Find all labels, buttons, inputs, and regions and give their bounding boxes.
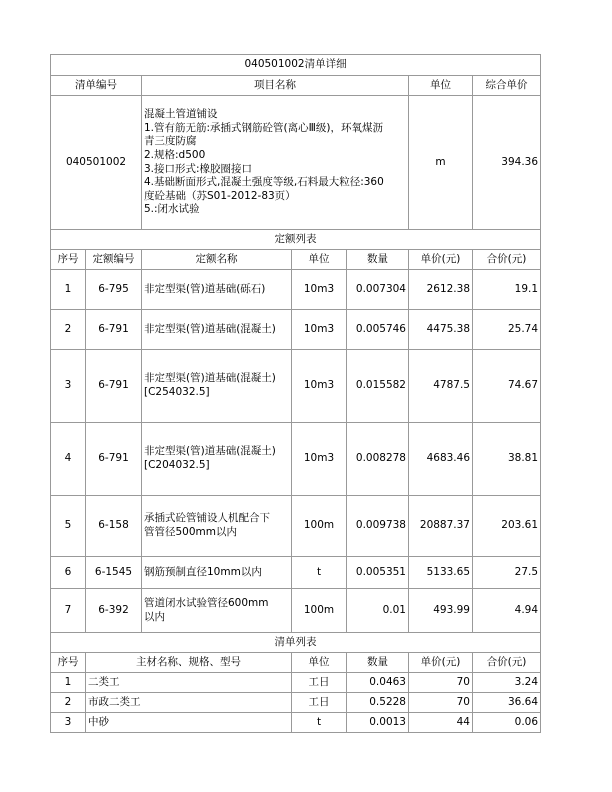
quota-price: 20887.37 (409, 496, 473, 557)
quota-unit: 10m3 (292, 423, 347, 496)
bill-name-line: 度砼基础（苏S01-2012-83页） (144, 189, 296, 202)
quota-total: 38.81 (473, 423, 541, 496)
bill-header-row (51, 76, 541, 96)
header-unit-price: 综合单价 (473, 76, 541, 96)
quota-header-no: 序号 (51, 250, 86, 270)
quota-header-name: 定额名称 (142, 250, 292, 270)
quota-name (142, 350, 292, 423)
quota-no: 5 (51, 496, 86, 557)
quota-unit: t (292, 557, 347, 589)
quota-no: 1 (51, 270, 86, 310)
quota-unit: 100m (292, 496, 347, 557)
materials-header-price: 单价(元) (409, 653, 473, 673)
header-bill-code: 清单编号 (51, 76, 142, 96)
quota-name-line: 非定型渠(管)道基础(砾石) (144, 282, 266, 295)
quota-name-line: 承插式砼管铺设人机配合下 (144, 512, 270, 525)
bill-item-name (142, 96, 409, 230)
quota-row (51, 270, 541, 310)
quota-row (51, 423, 541, 496)
materials-row (51, 693, 541, 713)
quota-header-unit: 单位 (292, 250, 347, 270)
materials-name: 二类工 (86, 673, 292, 693)
quota-name-line: 管管径500mm以内 (144, 526, 237, 538)
quota-name-line: 以内 (144, 610, 165, 623)
materials-total: 0.06 (473, 713, 541, 733)
quota-total: 19.1 (473, 270, 541, 310)
materials-price: 44 (409, 713, 473, 733)
quota-total: 25.74 (473, 310, 541, 350)
quota-header-row (51, 250, 541, 270)
bill-name-line: 5.:闭水试验 (144, 203, 200, 216)
quota-qty: 0.009738 (347, 496, 409, 557)
quota-name (142, 589, 292, 633)
materials-unit: t (292, 713, 347, 733)
materials-qty: 0.5228 (347, 693, 409, 713)
quota-total: 27.5 (473, 557, 541, 589)
bill-name-line: 青三度防腐 (144, 135, 197, 148)
quota-code: 6-791 (86, 423, 142, 496)
bill-code: 040501002 (51, 96, 142, 230)
materials-price: 70 (409, 673, 473, 693)
materials-qty: 0.0013 (347, 713, 409, 733)
quota-name (142, 270, 292, 310)
bill-name-line: 2.规格:d500 (144, 148, 206, 161)
quota-section-title: 定额列表 (51, 230, 541, 250)
quota-name (142, 423, 292, 496)
quota-price: 5133.65 (409, 557, 473, 589)
bill-name-line: 1.管有筋无筋:承插式钢筋砼管(离心Ⅲ级)，环氧煤沥 (144, 121, 383, 134)
bill-detail-table (50, 54, 541, 733)
quota-name (142, 557, 292, 589)
materials-qty: 0.0463 (347, 673, 409, 693)
quota-price: 2612.38 (409, 270, 473, 310)
quota-price: 4683.46 (409, 423, 473, 496)
quota-name (142, 496, 292, 557)
quota-row (51, 557, 541, 589)
quota-unit: 10m3 (292, 350, 347, 423)
materials-row (51, 713, 541, 733)
quota-unit: 100m (292, 589, 347, 633)
quota-unit: 10m3 (292, 270, 347, 310)
quota-name-line: 钢筋预制直径10mm以内 (144, 565, 262, 578)
quota-qty: 0.01 (347, 589, 409, 633)
materials-unit: 工日 (292, 673, 347, 693)
quota-row (51, 496, 541, 557)
quota-name (142, 310, 292, 350)
quota-name-line: 非定型渠(管)道基础(混凝土) (144, 322, 276, 335)
materials-header-qty: 数量 (347, 653, 409, 673)
materials-header-no: 序号 (51, 653, 86, 673)
quota-qty: 0.007304 (347, 270, 409, 310)
quota-name-line: 管道闭水试验管径600mm (144, 596, 269, 609)
bill-price: 394.36 (473, 96, 541, 230)
quota-qty: 0.005351 (347, 557, 409, 589)
materials-section-title: 清单列表 (51, 633, 541, 653)
materials-name: 中砂 (86, 713, 292, 733)
bill-name-line: 3.接口形式:橡胶圈接口 (144, 162, 253, 175)
materials-total: 36.64 (473, 693, 541, 713)
quota-name-line: [C254032.5] (144, 386, 210, 398)
quota-row (51, 589, 541, 633)
materials-header-total: 合价(元) (473, 653, 541, 673)
quota-price: 4475.38 (409, 310, 473, 350)
quota-code: 6-791 (86, 350, 142, 423)
quota-code: 6-158 (86, 496, 142, 557)
quota-no: 6 (51, 557, 86, 589)
materials-unit: 工日 (292, 693, 347, 713)
materials-header-unit: 单位 (292, 653, 347, 673)
materials-no: 1 (51, 673, 86, 693)
header-item-name: 项目名称 (142, 76, 409, 96)
materials-header-name: 主材名称、规格、型号 (86, 653, 292, 673)
quota-total: 74.67 (473, 350, 541, 423)
quota-name-line: [C204032.5] (144, 459, 210, 471)
materials-name: 市政二类工 (86, 693, 292, 713)
quota-no: 2 (51, 310, 86, 350)
quota-row (51, 310, 541, 350)
quota-unit: 10m3 (292, 310, 347, 350)
quota-code: 6-392 (86, 589, 142, 633)
materials-title-row (51, 633, 541, 653)
quota-code: 6-791 (86, 310, 142, 350)
materials-row (51, 673, 541, 693)
bill-name-line: 4.基础断面形式,混凝土强度等级,石料最大粒径:360 (144, 176, 384, 189)
table-title: 040501002清单详细 (51, 55, 541, 76)
quota-header-total: 合价(元) (473, 250, 541, 270)
quota-no: 3 (51, 350, 86, 423)
quota-code: 6-1545 (86, 557, 142, 589)
quota-qty: 0.005746 (347, 310, 409, 350)
quota-header-qty: 数量 (347, 250, 409, 270)
materials-header-row (51, 653, 541, 673)
materials-no: 3 (51, 713, 86, 733)
quota-header-price: 单价(元) (409, 250, 473, 270)
quota-total: 4.94 (473, 589, 541, 633)
quota-code: 6-795 (86, 270, 142, 310)
quota-qty: 0.008278 (347, 423, 409, 496)
header-unit: 单位 (409, 76, 473, 96)
quota-no: 4 (51, 423, 86, 496)
quota-header-code: 定额编号 (86, 250, 142, 270)
materials-total: 3.24 (473, 673, 541, 693)
bill-unit: m (409, 96, 473, 230)
materials-price: 70 (409, 693, 473, 713)
materials-no: 2 (51, 693, 86, 713)
quota-name-line: 非定型渠(管)道基础(混凝土) (144, 372, 276, 385)
quota-no: 7 (51, 589, 86, 633)
quota-row (51, 350, 541, 423)
quota-total: 203.61 (473, 496, 541, 557)
quota-price: 4787.5 (409, 350, 473, 423)
quota-name-line: 非定型渠(管)道基础(混凝土) (144, 445, 276, 458)
bill-row (51, 96, 541, 230)
bill-name-line: 混凝土管道铺设 (144, 107, 218, 120)
quota-qty: 0.015582 (347, 350, 409, 423)
quota-price: 493.99 (409, 589, 473, 633)
